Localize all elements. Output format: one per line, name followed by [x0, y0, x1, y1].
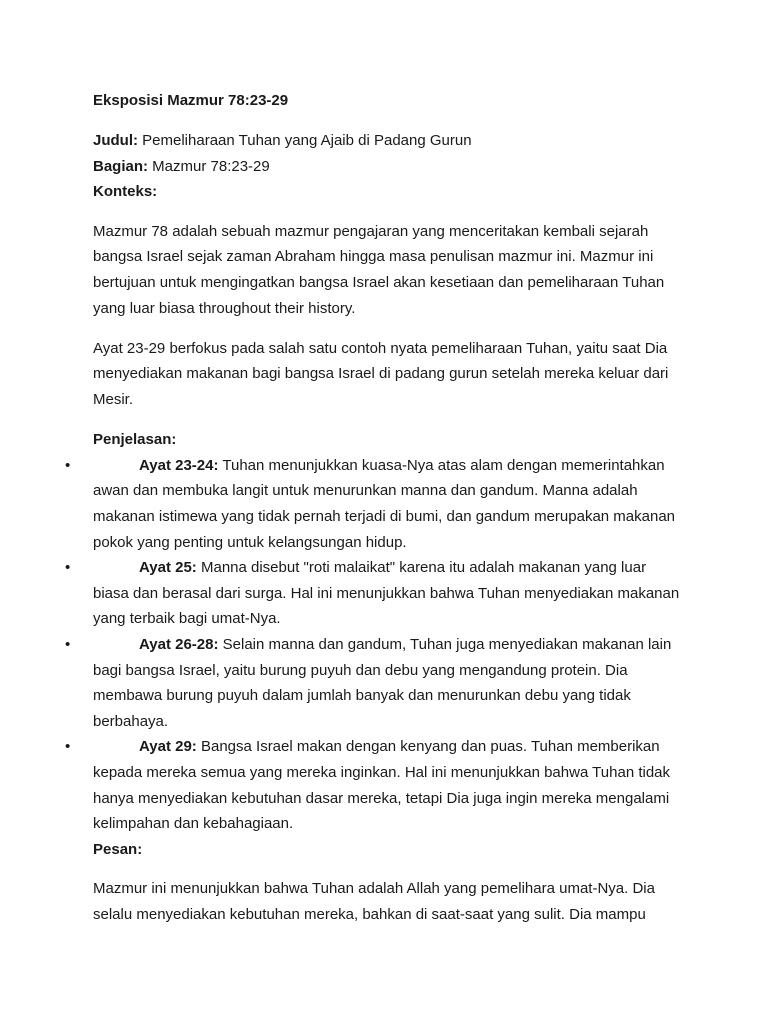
verse-label: Ayat 25: — [139, 559, 197, 577]
judul-value: Pemeliharaan Tuhan yang Ajaib di Padang Gurun — [138, 132, 472, 149]
pesan-heading: Pesan: — [93, 840, 143, 858]
verse-label: Ayat 23-24: — [139, 456, 219, 474]
document-title: Eksposisi Mazmur 78:23-29 — [93, 92, 289, 109]
verse-text: Selain manna dan gandum, Tuhan juga menyediakan makanan lain bagi bangsa Israel, yaitu burung puyuh dan debu yang mengandung protein. Dia membawa burung puyuh dalam jumlah banyak dan menurunkan debu yang tidak berbahaya. — [93, 636, 672, 730]
list-item — [65, 453, 683, 555]
konteks-label: Konteks: — [93, 183, 158, 200]
bagian-line — [93, 154, 683, 180]
explanation-list — [65, 453, 683, 837]
judul-label: Judul: — [93, 132, 138, 149]
pesan-paragraph: Mazmur ini menunjukkan bahwa Tuhan adalah Allah yang pemelihara umat-Nya. Dia selalu menyediakan kebutuhan mereka, bahkan di saat-saat yang sulit. Dia mampu — [93, 880, 655, 924]
bullet-icon: • — [65, 559, 71, 577]
bagian-value: Mazmur 78:23-29 — [148, 157, 270, 175]
verse-label: Ayat 26-28: — [139, 636, 219, 654]
konteks-paragraph-2: Ayat 23-29 berfokus pada salah satu contoh nyata pemeliharaan Tuhan, yaitu saat Dia menyediakan makanan bagi bangsa Israel di padang gurun setelah mereka keluar dari Mesir. — [93, 339, 669, 409]
konteks-paragraph-1: Mazmur 78 adalah sebuah mazmur pengajaran yang menceritakan kembali sejarah bangsa Israel sejak zaman Abraham hingga masa penulisan mazmur ini. Mazmur ini bertujuan untuk mengingatkan bangsa Israel akan kesetiaan dan pemeliharaan Tuhan yang luar biasa throughout their history. — [93, 222, 665, 317]
penjelasan-heading: Penjelasan: — [93, 431, 177, 449]
konteks-line — [93, 179, 683, 205]
list-item — [65, 632, 683, 734]
bagian-label: Bagian: — [93, 157, 149, 175]
bullet-icon: • — [65, 456, 71, 474]
judul-line — [93, 128, 683, 154]
bullet-icon: • — [65, 738, 71, 756]
list-item — [65, 734, 683, 836]
verse-text: Manna disebut "roti malaikat" karena itu adalah makanan yang luar biasa dan berasal dari surga. Hal ini menunjukkan bahwa Tuhan menyediakan makanan yang terbaik bagi umat-Nya. — [93, 559, 680, 628]
bullet-icon: • — [65, 636, 71, 654]
verse-text: Bangsa Israel makan dengan kenyang dan puas. Tuhan memberikan kepada mereka semua yang mereka inginkan. Hal ini menunjukkan bahwa Tuhan tidak hanya menyediakan kebutuhan dasar mereka, tetapi Dia juga ingin mereka mengalami kelimpahan dan kebahagiaan. — [93, 738, 671, 833]
document-page — [65, 88, 683, 928]
verse-label: Ayat 29: — [139, 738, 197, 756]
list-item — [65, 555, 683, 632]
verse-text: Tuhan menunjukkan kuasa-Nya atas alam dengan memerintahkan awan dan membuka langit untuk menurunkan manna dan gandum. Manna adalah makanan istimewa yang tidak pernah terjadi di bumi, dan gandum merupakan makanan pokok yang penting untuk kelangsungan hidup. — [93, 456, 676, 551]
